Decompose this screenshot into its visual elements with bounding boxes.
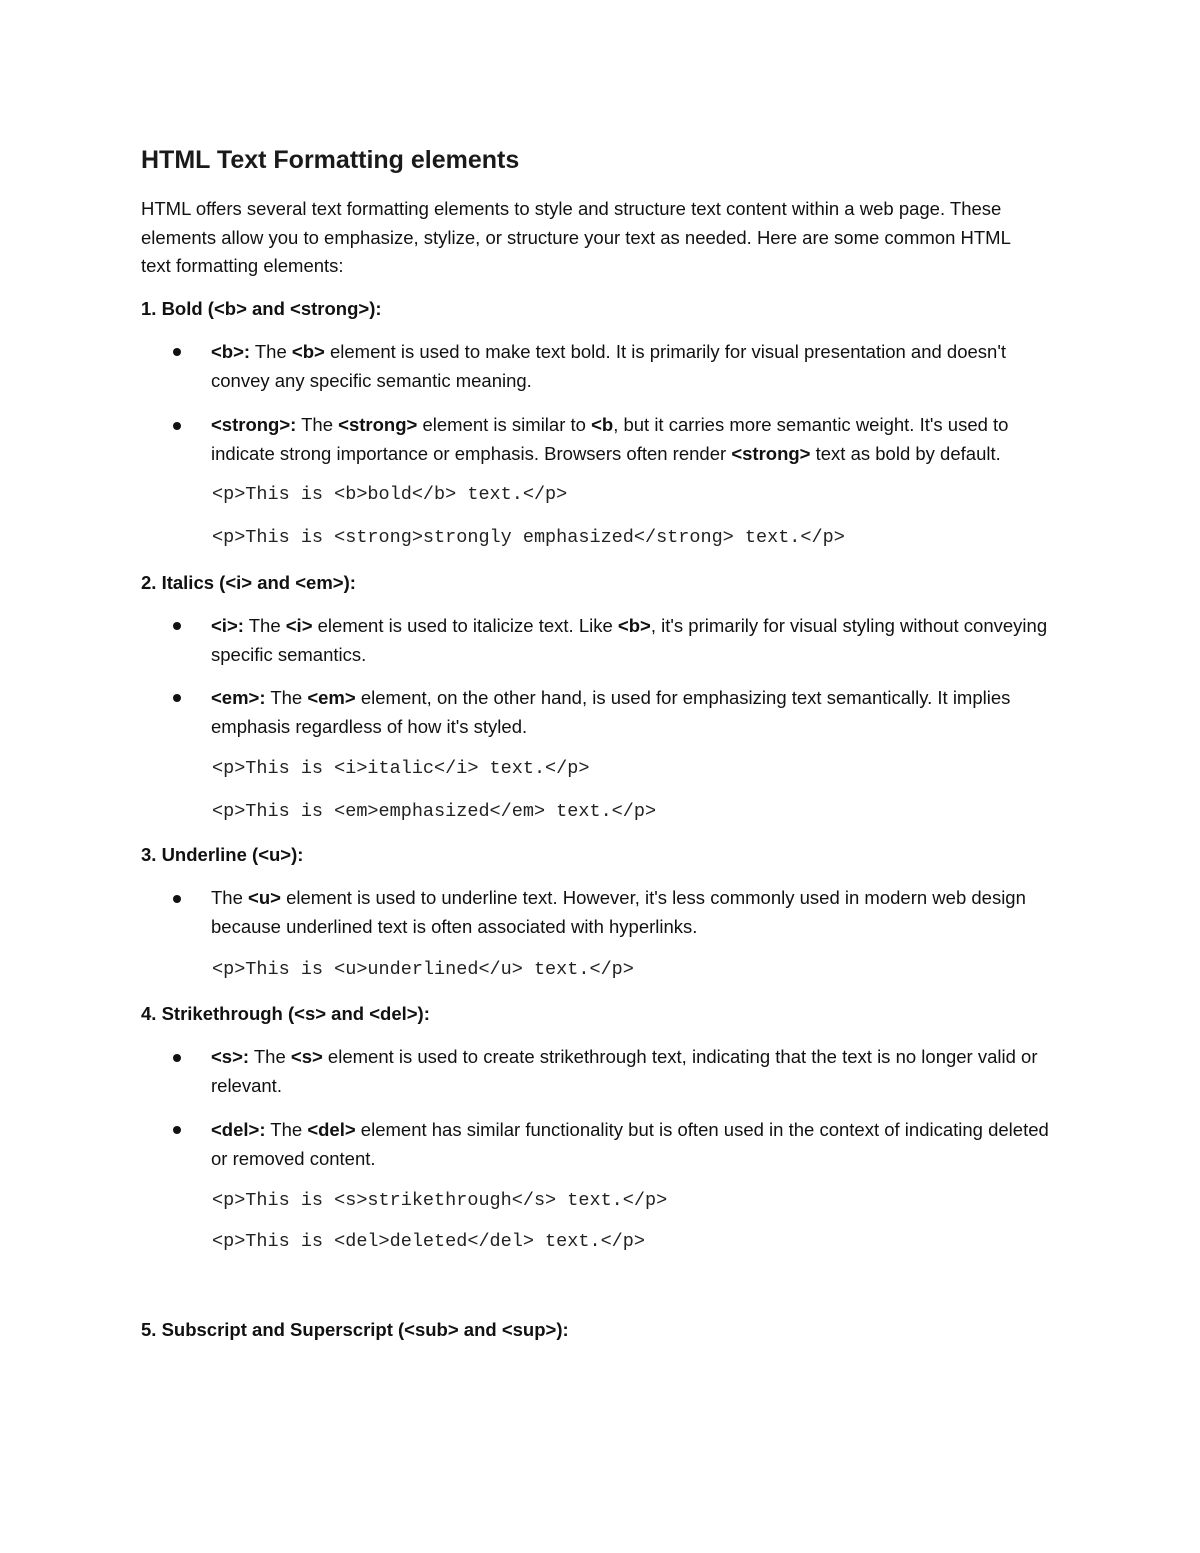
term: <strong>:	[211, 414, 297, 435]
bullet-dot	[173, 1054, 181, 1062]
code-example: <p>This is <b>bold</b> text.</p>	[212, 484, 568, 505]
bullet-dot	[173, 1126, 181, 1134]
term: <i>	[285, 615, 313, 636]
text: The	[243, 615, 286, 636]
intro-paragraph: HTML offers several text formatting elements to style and structure text content within a web page. These elements allow you to emphasize, stylize, or structure your text as needed. Here are some common HTML text formatting elements:	[141, 198, 1011, 276]
bullet-dot	[173, 348, 181, 356]
text: element is used to underline text. However, it's less commonly used in modern web design because underlined text is often associated with hyperlinks.	[211, 887, 1026, 937]
text: text as bold by default.	[810, 442, 1001, 464]
term: <del>	[307, 1119, 356, 1140]
text: The	[249, 1046, 291, 1067]
text: element has similar functionality but is often used in the context of indicating deleted or removed content.	[211, 1119, 1049, 1169]
bullet-s	[211, 1043, 1061, 1100]
code-example: <p>This is <del>deleted</del> text.</p>	[212, 1231, 645, 1252]
bullet-b	[211, 338, 1061, 395]
bullet-u	[211, 884, 1061, 941]
text: element, on the other hand, is used for emphasizing text semantically. It implies emphasis regardless of how it's styled.	[211, 687, 1011, 737]
bullet-dot	[173, 622, 181, 630]
term: <b>	[617, 615, 651, 636]
text: The	[265, 1119, 308, 1140]
bullet-strong	[211, 411, 1061, 468]
document-title: HTML Text Formatting elements	[141, 146, 520, 174]
term: <em>:	[211, 687, 266, 708]
bullet-del	[211, 1116, 1061, 1173]
code-example: <p>This is <s>strikethrough</s> text.</p>	[212, 1190, 668, 1211]
text: , but it carries more semantic weight. It's used to indicate strong importance or emphasis. Browsers often render	[211, 414, 1009, 464]
section-heading-strikethrough: 4. Strikethrough (<s> and <del>):	[141, 1003, 430, 1024]
term: <strong>	[731, 442, 811, 464]
bullet-em	[211, 684, 1061, 741]
bullet-dot	[173, 422, 181, 430]
text: The	[296, 414, 339, 435]
code-example: <p>This is <u>underlined</u> text.</p>	[212, 959, 634, 980]
text: The	[265, 687, 308, 708]
term: <del>:	[211, 1119, 266, 1140]
term: <s>	[290, 1046, 323, 1067]
code-example: <p>This is <strong>strongly emphasized</strong> text.</p>	[212, 527, 845, 548]
bullet-i	[211, 612, 1061, 669]
text: element is used to italicize text. Like	[312, 615, 618, 636]
term: <b>	[291, 341, 325, 362]
code-example: <p>This is <em>emphasized</em> text.</p>	[212, 801, 657, 822]
code-example: <p>This is <i>italic</i> text.</p>	[212, 758, 590, 779]
term: <b	[591, 414, 614, 435]
section-heading-underline: 3. Underline (<u>):	[141, 844, 304, 865]
term: <strong>	[338, 414, 418, 435]
term: <i>:	[211, 615, 244, 636]
text: The	[250, 341, 292, 362]
term: <s>:	[211, 1046, 250, 1067]
text: element is used to make text bold. It is primarily for visual presentation and doesn't convey any specific semantic meaning.	[211, 341, 1007, 391]
section-heading-italics: 2. Italics (<i> and <em>):	[141, 572, 356, 593]
text: , it's primarily for visual styling without conveying specific semantics.	[211, 615, 1048, 665]
bullet-dot	[173, 895, 181, 903]
term: <u>	[248, 887, 281, 908]
text: The	[211, 887, 249, 908]
section-heading-bold: 1. Bold (<b> and <strong>):	[141, 298, 382, 319]
term: <em>	[307, 687, 356, 708]
text: element is similar to	[417, 414, 592, 435]
section-heading-sub-sup: 5. Subscript and Superscript (<sub> and <sup>):	[141, 1319, 569, 1340]
term: <b>:	[211, 341, 251, 362]
bullet-dot	[173, 694, 181, 702]
text: element is used to create strikethrough text, indicating that the text is no longer valid or relevant.	[211, 1046, 1038, 1096]
